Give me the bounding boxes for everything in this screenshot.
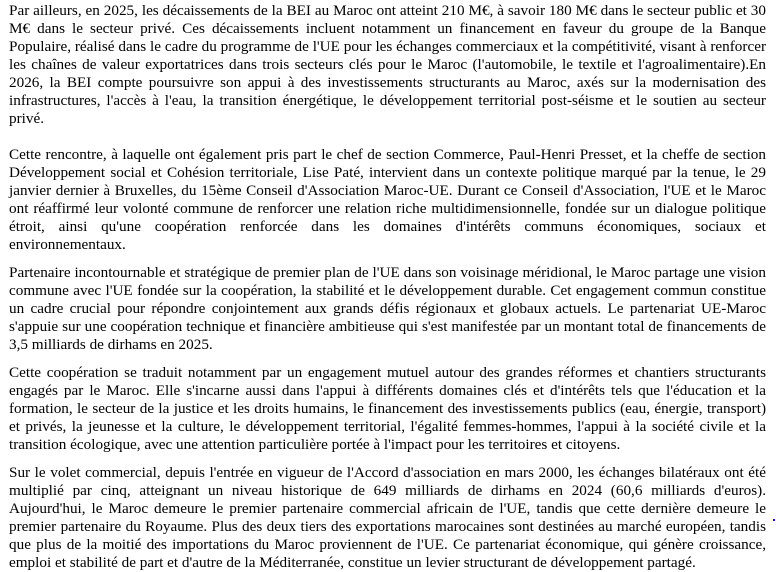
paragraph-strategic-partnership: Partenaire incontournable et stratégique de premier plan de l'UE dans son voisinage méridional, le Maroc partage une vision commune avec l'UE fondée sur la coopération, la stabilité et le développement durable. Cet engagement commun constitue un cadre crucial pour répondre conjointement aux grands défis régionaux et globaux actuels. Le partenariat UE-Maroc s'appuie sur une coopération technique et financière ambitieuse qui s'est manifestée par un montant total de financements de 3,5 milliards de dirhams en 2025. bbox=[9, 264, 766, 353]
cursor-marker bbox=[773, 519, 775, 521]
paragraph-trade-relations: Sur le volet commercial, depuis l'entrée en vigueur de l'Accord d'association en mars 2000, les échanges bilatéraux ont été multiplié par cinq, atteignant un niveau historique de 649 milliards de dirhams en 2024 (60,6 milliards d'euros). Aujourd'hui, le Maroc demeure le premier partenaire commercial africain de l'UE, tandis que cette dernière demeure le premier partenaire du Royaume. Plus des deux tiers des exportations marocaines sont destinées au marché européen, tandis que plus de la moitié des importations du Maroc proviennent de l'UE. Ce partenariat économique, qui génère croissance, emploi et stabilité de part et d'autre de la Méditerranée, constitue un levier structurant de développement partagé. bbox=[9, 464, 766, 571]
article-body bbox=[9, 2, 766, 572]
paragraph-bei-disbursements: Par ailleurs, en 2025, les décaissements de la BEI au Maroc ont atteint 210 M€, à savoir 180 M€ dans le secteur public et 30 M€ dans le secteur privé. Ces décaissements incluent notamment un financement en faveur du groupe de la Banque Populaire, réalisé dans le cadre du programme de l'UE pour les échanges commerciaux et la compétitivité, visant à renforcer les chaînes de valeur exportatrices dans trois secteurs clés pour le Maroc (l'automobile, le textile et l'agroalimentaire).En 2026, la BEI compte poursuivre son appui à des investissements structurants au Maroc, axés sur la modernisation des infrastructures, l'accès à l'eau, la transition énergétique, le développement territorial post-séisme et le soutien au secteur privé. bbox=[9, 2, 766, 127]
paragraph-meeting-context: Cette rencontre, à laquelle ont également pris part le chef de section Commerce, Paul-Henri Presset, et la cheffe de section Développement social et Cohésion territoriale, Lise Paté, intervient dans un contexte politique marqué par la tenue, le 29 janvier dernier à Bruxelles, du 15ème Conseil d'Association Maroc-UE. Durant ce Conseil d'Association, l'UE et le Maroc ont réaffirmé leur volonté commune de renforcer une relation riche multidimensionnelle, fondée sur un dialogue politique étroit, ainsi qu'une coopération renforcée dans les domaines d'intérêts communs économiques, sociaux et environnementaux. bbox=[9, 146, 766, 253]
paragraph-cooperation-domains: Cette coopération se traduit notamment par un engagement mutuel autour des grandes réformes et chantiers structurants engagés par le Maroc. Elle s'incarne aussi dans l'appui à différents domaines clés et d'intérêts tels que l'éducation et la formation, le secteur de la justice et les droits humains, le financement des investissements publics (eau, énergie, transport) et privés, la jeunesse et la culture, le développement territorial, l'égalité femmes-hommes, l'appui à la société civile et la transition écologique, avec une attention particulière portée à l'impact pour les territoires et citoyens. bbox=[9, 364, 766, 453]
